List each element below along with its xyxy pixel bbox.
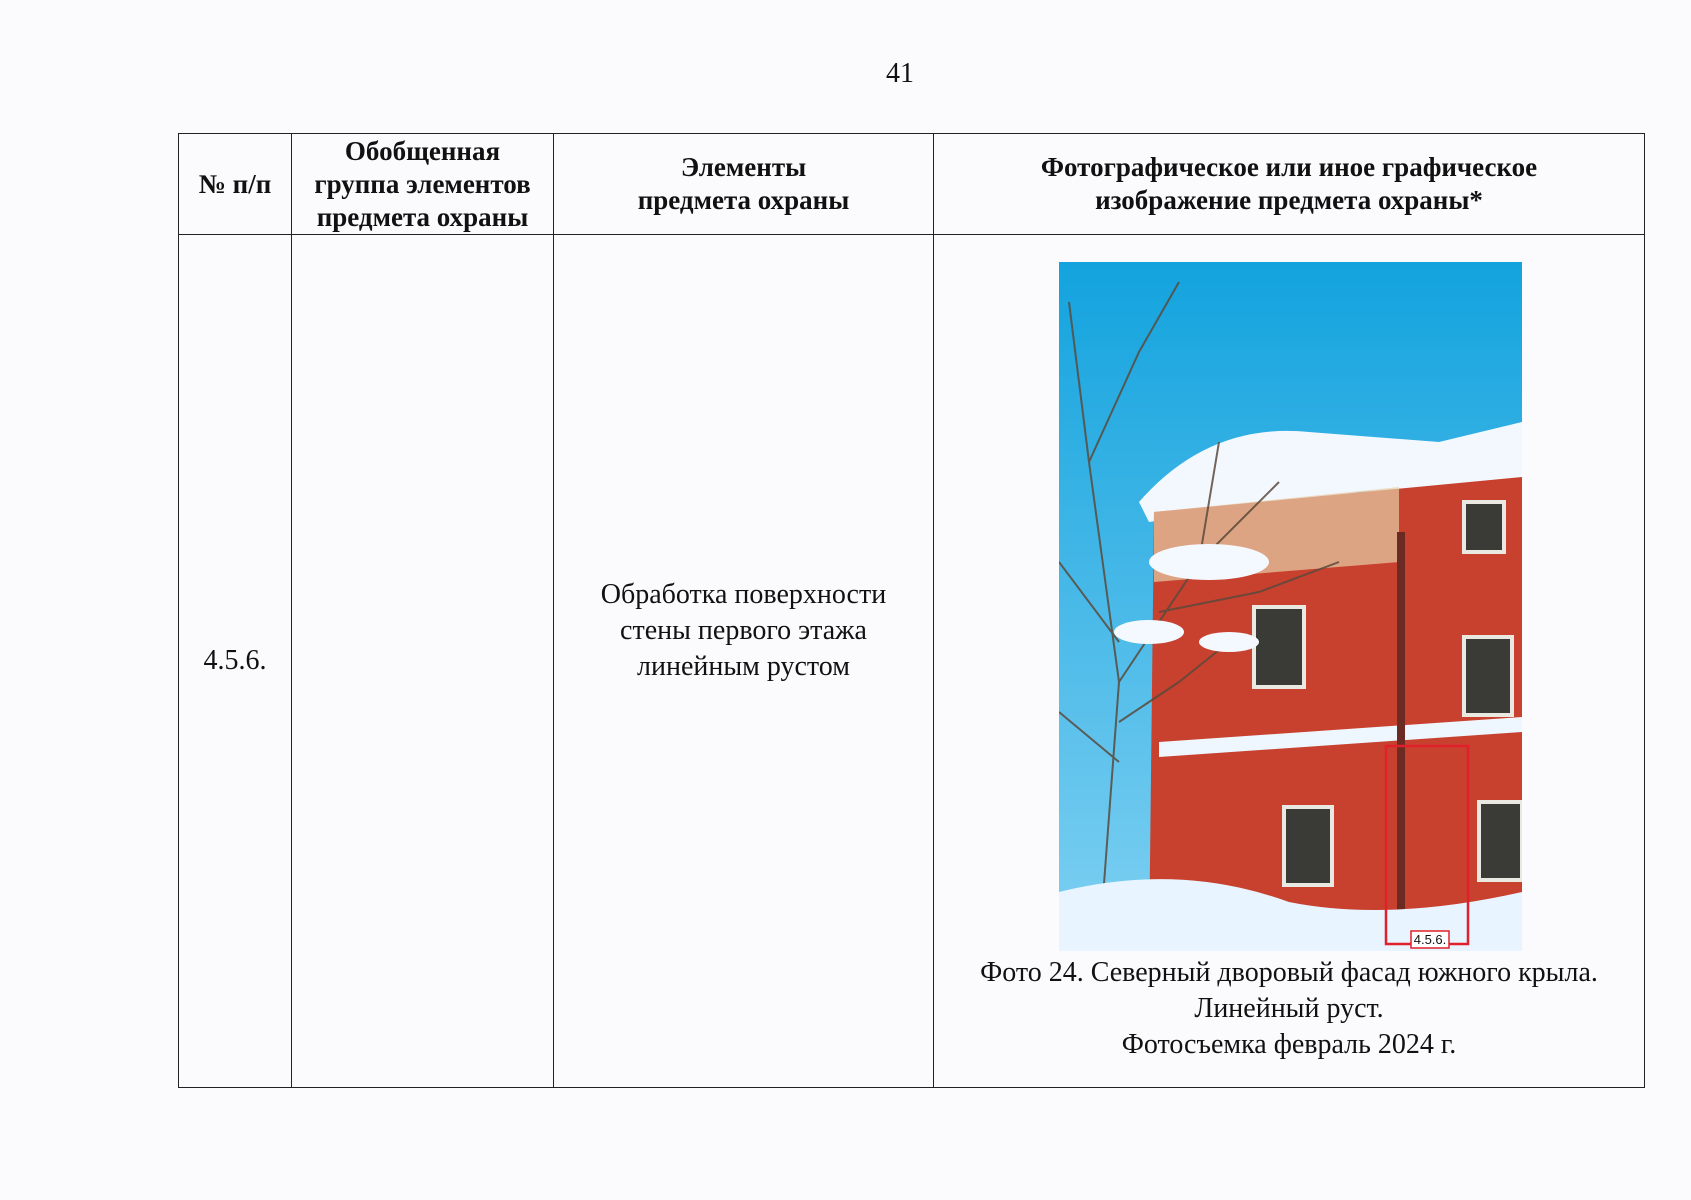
photo-tag: 4.5.6. bbox=[1413, 932, 1447, 947]
facade-photo bbox=[1059, 262, 1522, 951]
protection-table bbox=[178, 133, 1645, 1088]
page-number: 41 bbox=[886, 58, 914, 89]
row-image-cell bbox=[934, 235, 1645, 1088]
header-image: Фотографическое или иное графическое изображение предмета охраны* bbox=[934, 134, 1645, 235]
table-row bbox=[179, 235, 1645, 1088]
header-number: № п/п bbox=[179, 134, 292, 235]
header-elements: Элементы предмета охраны bbox=[554, 134, 934, 235]
header-row bbox=[179, 134, 1645, 235]
photo-caption: Фото 24. Северный дворовый фасад южного крыла. Линейный руст. Фотосъемка февраль 2024 г. bbox=[980, 957, 1598, 1060]
header-group: Обобщенная группа элементов предмета охраны bbox=[292, 134, 554, 235]
row-elements: Обработка поверхности стены первого этажа линейным рустом bbox=[554, 235, 934, 1088]
row-number: 4.5.6. bbox=[179, 235, 292, 1088]
row-group bbox=[292, 235, 554, 1088]
